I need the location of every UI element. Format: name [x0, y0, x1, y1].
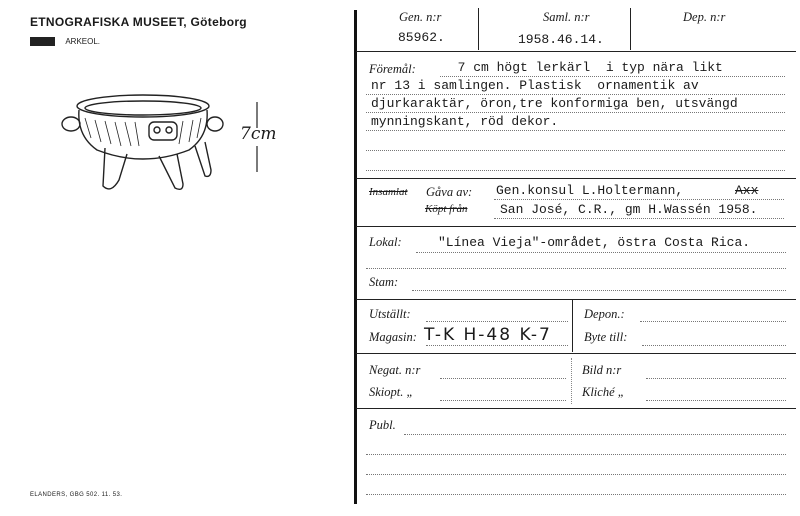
- foremal-label: Föremål:: [369, 62, 416, 76]
- gen-nr-label: Gen. n:r: [399, 10, 442, 24]
- skiopt-label: Skiopt. „: [369, 385, 414, 399]
- negat-nr-label: Negat. n:r: [369, 363, 421, 377]
- vessel-sketch: [55, 88, 225, 203]
- gava-extra: Axx: [735, 183, 759, 198]
- dotted-line: [366, 494, 786, 495]
- dotted-line: [426, 345, 568, 346]
- dotted-line: [366, 130, 785, 131]
- lokal-value: "Línea Vieja"-området, östra Costa Rica.: [438, 235, 751, 250]
- foremal-line: 7 cm högt lerkärl i typ nära likt: [442, 60, 723, 75]
- scale-label: 7cm: [240, 124, 277, 144]
- saml-nr-value: 1958.46.14.: [518, 32, 604, 47]
- gava-value: Gen.konsul L.Holtermann,: [496, 183, 684, 198]
- dotted-line: [440, 400, 566, 401]
- printer-imprint: ELANDERS, GBG 502. 11. 53.: [30, 492, 123, 498]
- gava-label: Gåva av:: [426, 185, 473, 199]
- saml-nr-label: Saml. n:r: [543, 10, 590, 24]
- dotted-line: [366, 170, 785, 171]
- rule: [356, 51, 796, 52]
- dotted-line: [366, 268, 786, 269]
- foremal-line: nr 13 i samlingen. Plastisk ornamentik av: [371, 78, 699, 93]
- kliche-label: Kliché „: [582, 385, 625, 399]
- magasin-value: T-K H-48 K-7: [424, 325, 552, 345]
- divider: [572, 300, 573, 352]
- utstallt-label: Utställt:: [369, 307, 411, 321]
- kopt-fran-label: Köpt från: [425, 203, 468, 215]
- dotted-line: [494, 199, 784, 200]
- dotted-line: [416, 252, 786, 253]
- department: ARKEOL.: [65, 37, 101, 46]
- struck-department: XXXX: [32, 37, 54, 46]
- publ-label: Publ.: [369, 418, 396, 432]
- foremal-line: mynningskant, röd dekor.: [371, 114, 559, 129]
- dotted-line: [366, 112, 785, 113]
- dotted-line: [640, 321, 786, 322]
- rule: [356, 299, 796, 300]
- dotted-line: [366, 94, 785, 95]
- dotted-line: [494, 218, 784, 219]
- rule: [356, 178, 796, 179]
- museum-name: ETNOGRAFISKA MUSEET, Göteborg: [30, 15, 247, 29]
- stam-label: Stam:: [369, 275, 399, 289]
- dotted-line: [646, 400, 786, 401]
- rule: [356, 408, 796, 409]
- dotted-line: [404, 434, 786, 435]
- dotted-line: [646, 378, 786, 379]
- bild-nr-label: Bild n:r: [582, 363, 622, 377]
- dotted-line: [366, 150, 785, 151]
- dep-nr-label: Dep. n:r: [683, 10, 726, 24]
- depon-label: Depon.:: [584, 307, 625, 321]
- magasin-label: Magasin:: [369, 330, 417, 344]
- dotted-line: [440, 378, 566, 379]
- dotted-line: [426, 321, 568, 322]
- rule: [356, 226, 796, 227]
- dotted-line: [412, 290, 786, 291]
- card-margin-line: [354, 10, 357, 504]
- divider: [630, 8, 631, 50]
- gen-nr-value: 85962.: [398, 30, 445, 45]
- lokal-label: Lokal:: [369, 235, 402, 249]
- foremal-line: djurkaraktär, öron,tre konformiga ben, utsvängd: [371, 96, 738, 111]
- byte-till-label: Byte till:: [584, 330, 628, 344]
- dotted-line: [440, 76, 785, 77]
- gava-line2: San José, C.R., gm H.Wassén 1958.: [500, 202, 758, 217]
- insamlat-label: Insamlat: [369, 186, 408, 198]
- department-line: [30, 37, 100, 46]
- dotted-line: [366, 454, 786, 455]
- divider: [571, 358, 572, 404]
- rule: [356, 353, 796, 354]
- divider: [478, 8, 479, 50]
- dotted-line: [366, 474, 786, 475]
- dotted-line: [642, 345, 786, 346]
